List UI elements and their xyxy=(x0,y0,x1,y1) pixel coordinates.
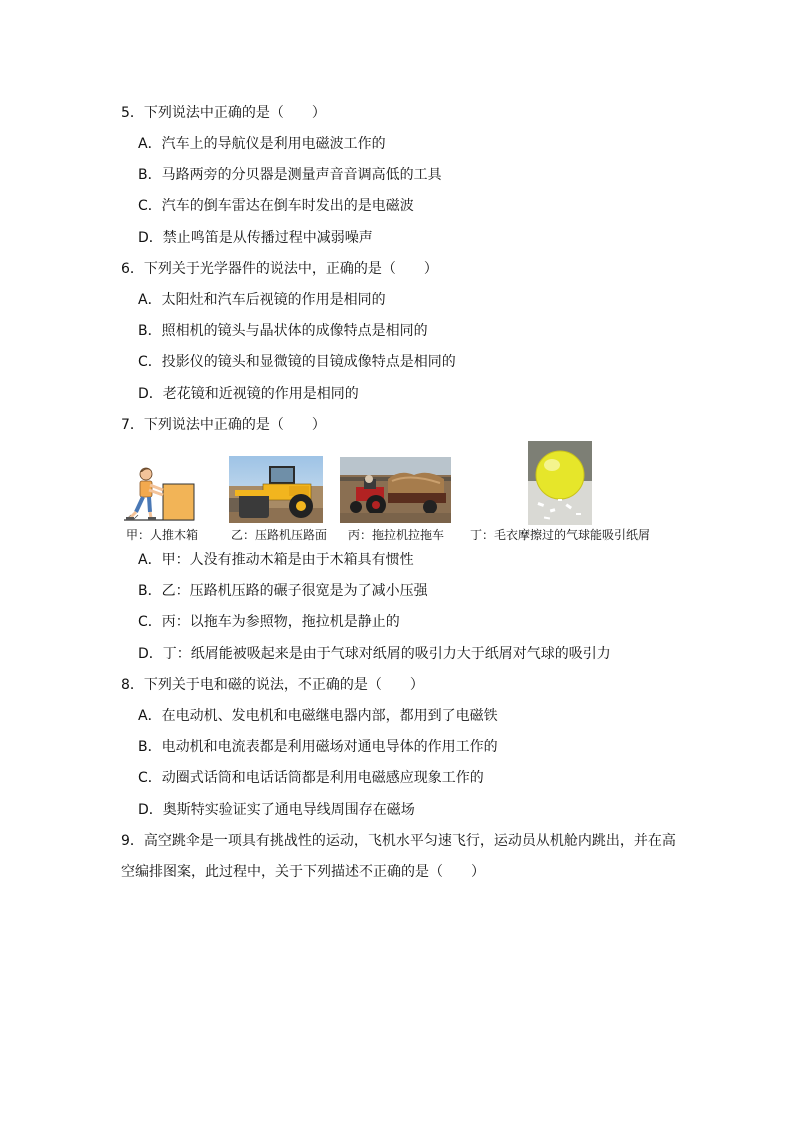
question-5-option-b: B．马路两旁的分贝器是测量声音音调高低的工具 xyxy=(138,167,442,183)
question-8-stem: 8．下列关于电和磁的说法，不正确的是（ ） xyxy=(121,677,424,693)
question-7-stem: 7．下列说法中正确的是（ ） xyxy=(121,417,326,433)
question-8-option-c: C．动圈式话筒和电话话筒都是利用电磁感应现象工作的 xyxy=(138,770,484,786)
question-5-option-c: C．汽车的倒车雷达在倒车时发出的是电磁波 xyxy=(138,198,414,214)
figure-caption-ding: 丁：毛衣摩擦过的气球能吸引纸屑 xyxy=(470,528,651,542)
question-5-stem: 5．下列说法中正确的是（ ） xyxy=(121,105,326,121)
question-6-stem: 6．下列关于光学器件的说法中，正确的是（ ） xyxy=(121,261,438,277)
question-6-option-b: B．照相机的镜头与晶状体的成像特点是相同的 xyxy=(138,323,428,339)
question-9-stem-line-2: 空编排图案，此过程中，关于下列描述不正确的是（ ） xyxy=(121,864,485,880)
figure-balloon-paper-photo xyxy=(528,441,592,525)
figure-caption-yi: 乙：压路机压路面 xyxy=(231,528,328,542)
question-8-option-a: A．在电动机、发电机和电磁继电器内部，都用到了电磁铁 xyxy=(138,708,498,724)
figure-tractor-trailer-photo xyxy=(340,457,451,523)
question-7-option-b: B．乙：压路机压路的碾子很宽是为了减小压强 xyxy=(138,583,428,599)
question-8-option-d: D．奥斯特实验证实了通电导线周围存在磁场 xyxy=(138,802,415,818)
question-9-stem-line-1: 9．高空跳伞是一项具有挑战性的运动，飞机水平匀速飞行，运动员从机舱内跳出，并在高 xyxy=(121,833,676,849)
question-6-option-d: D．老花镜和近视镜的作用是相同的 xyxy=(138,386,359,402)
question-7-option-d: D．丁：纸屑能被吸起来是由于气球对纸屑的吸引力大于纸屑对气球的吸引力 xyxy=(138,646,611,662)
figure-caption-jia: 甲：人推木箱 xyxy=(126,528,199,542)
question-6-option-c: C．投影仪的镜头和显微镜的目镜成像特点是相同的 xyxy=(138,354,456,370)
question-7-option-a: A．甲：人没有推动木箱是由于木箱具有惯性 xyxy=(138,552,414,568)
figure-road-roller-photo xyxy=(229,456,323,523)
question-8-option-b: B．电动机和电流表都是利用磁场对通电导体的作用工作的 xyxy=(138,739,498,755)
question-6-option-a: A．太阳灶和汽车后视镜的作用是相同的 xyxy=(138,292,386,308)
question-5-option-a: A．汽车上的导航仪是利用电磁波工作的 xyxy=(138,136,386,152)
figure-caption-bing: 丙：拖拉机拉拖车 xyxy=(348,528,445,542)
question-5-option-d: D．禁止鸣笛是从传播过程中减弱噪声 xyxy=(138,230,373,246)
figure-person-pushing-box xyxy=(122,462,196,522)
question-7-option-c: C．丙：以拖车为参照物，拖拉机是静止的 xyxy=(138,614,400,630)
